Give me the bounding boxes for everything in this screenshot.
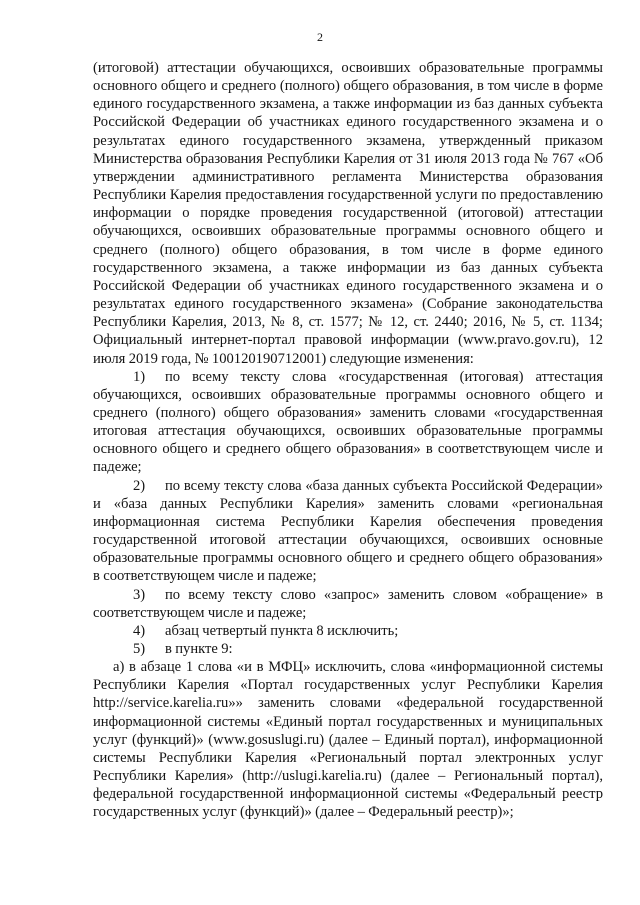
list-item-4 (93, 622, 603, 640)
list-item-number: 1) (133, 368, 146, 385)
list-item-text: в пункте 9: (165, 641, 233, 657)
list-item-text: по всему тексту слово «запрос» заменить словом «обращение» в соответствующем числе и падеже; (93, 586, 603, 621)
list-item-1 (93, 368, 603, 477)
list-item-5 (93, 640, 603, 658)
sub-item-5a: а) в абзаце 1 слова «и в МФЦ» исключить, слова «информационной системы Республики Карелия «Портал государственных услуг Республики Карелия http://service.karelia.ru»» заменить словами «федеральной государственной информационной системы «Единый портал государственных и муниципальных услуг (функций)» (www.gosuslugi.ru) (далее – Единый портал), информационной системы Республики Карелия «Региональный портал электронных услуг Республики Карелия» (http://uslugi.karelia.ru) (далее – Региональный портал), федеральной государственной информационной системы «Федеральный реестр государственных услуг (функций)» (далее – Федеральный реестр)»; (93, 659, 603, 821)
list-item-3 (93, 586, 603, 622)
document-body (93, 59, 603, 822)
list-item-number: 5) (133, 641, 146, 657)
list-item-number: 2) (133, 477, 146, 494)
list-item-number: 4) (133, 622, 146, 639)
list-item-text: по всему тексту слова «государственная (итоговая) аттестация обучающихся, освоивших образовательные программы основного общего и среднего (полного) общего образования» заменить словами «государственная итоговая аттестация обучающихся, освоивших образовательные программы основного общего и среднего общего образования» в соответствующем числе и падеже; (93, 368, 603, 476)
intro-paragraph: (итоговой) аттестации обучающихся, освоивших образовательные программы основного общего и среднего (полного) общего образования, в том числе в форме единого государственного экзамена, а также информации из баз данных субъекта Российской Федерации об участниках единого государственного экзамена и о результатах единого государственного экзамена, утвержденный приказом Министерства образования Республики Карелия от 31 июля 2013 года № 767 «Об утверждении административного регламента Министерства образования Республики Карелия предоставления государственной услуги по предоставлению информации о порядке проведения государственной (итоговой) аттестации обучающихся, освоивших образовательные программы основного общего и среднего (полного) общего образования, в том числе в форме единого государственного экзамена, а также информации из баз данных субъекта Российской Федерации об участниках единого государственного экзамена и о результатах единого государственного экзамена» (Собрание законодательства Республики Карелия, 2013, № 8, ст. 1577; № 12, ст. 2440; 2016, № 5, ст. 1134; Официальный интернет-портал правовой информации (www.pravo.gov.ru), 12 июля 2019 года, № 100120190712001) следующие изменения: (93, 60, 603, 367)
list-item-text: по всему тексту слова «база данных субъекта Российской Федерации» и «база данных Республики Карелия» заменить словами «региональная информационная система Республики Карелия обеспечения проведения государственной итоговой аттестации обучающихся, освоивших основные образовательные программы основного общего и среднего общего образования» в соответствующем числе и падеже; (93, 477, 603, 585)
list-item-number: 3) (133, 586, 146, 603)
list-item-2 (93, 477, 603, 586)
list-item-text: абзац четвертый пункта 8 исключить; (165, 622, 399, 639)
page-number: 2 (317, 30, 323, 44)
